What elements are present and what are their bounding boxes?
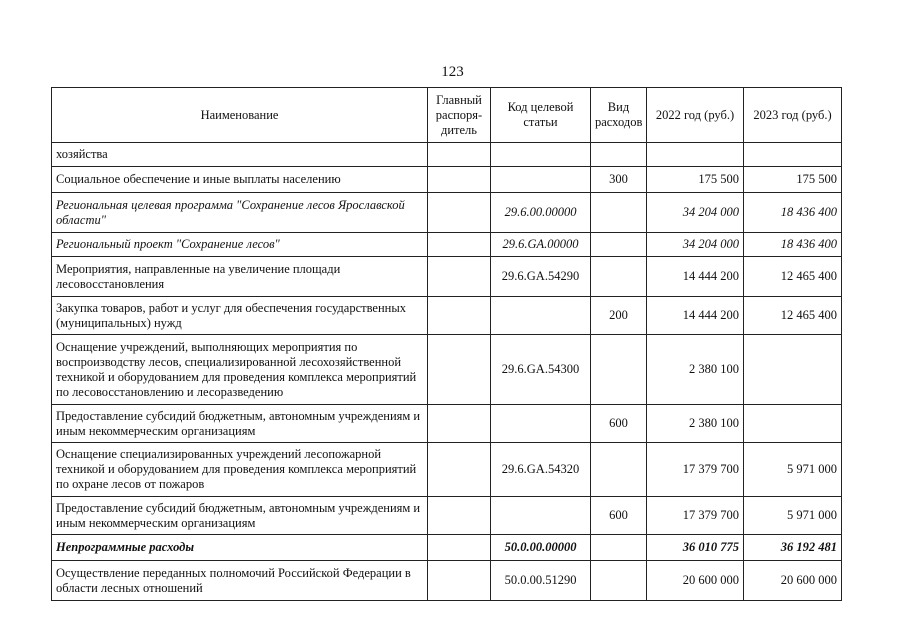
header-kod: Код целевой статьи (491, 88, 591, 143)
cell-y2023: 18 436 400 (744, 193, 842, 233)
cell-gr (428, 193, 491, 233)
cell-vid: 300 (591, 167, 647, 193)
cell-y2022 (647, 143, 744, 167)
cell-y2023: 12 465 400 (744, 257, 842, 297)
cell-gr (428, 167, 491, 193)
cell-y2022: 36 010 775 (647, 535, 744, 561)
cell-name: Социальное обеспечение и иные выплаты населению (52, 167, 428, 193)
table-row (52, 535, 842, 561)
table-body (52, 143, 842, 601)
cell-gr (428, 233, 491, 257)
cell-gr (428, 405, 491, 443)
cell-gr (428, 561, 491, 601)
cell-y2023 (744, 335, 842, 405)
table-row (52, 167, 842, 193)
cell-name: Предоставление субсидий бюджетным, автономным учреждениям и иным некоммерческим организациям (52, 405, 428, 443)
cell-vid (591, 257, 647, 297)
header-name: Наименование (52, 88, 428, 143)
cell-y2022: 17 379 700 (647, 497, 744, 535)
table-row (52, 193, 842, 233)
cell-vid (591, 335, 647, 405)
cell-y2022: 2 380 100 (647, 335, 744, 405)
table-row (52, 497, 842, 535)
table-row (52, 143, 842, 167)
cell-y2023: 18 436 400 (744, 233, 842, 257)
cell-vid (591, 535, 647, 561)
cell-y2022: 17 379 700 (647, 443, 744, 497)
cell-name: Оснащение специализированных учреждений лесопожарной техникой и оборудованием для проведения комплекса мероприятий по охране лесов от пожаров (52, 443, 428, 497)
cell-y2023 (744, 143, 842, 167)
cell-y2023: 20 600 000 (744, 561, 842, 601)
table-row (52, 405, 842, 443)
cell-y2023: 175 500 (744, 167, 842, 193)
cell-y2023: 5 971 000 (744, 443, 842, 497)
cell-y2023: 36 192 481 (744, 535, 842, 561)
table-row (52, 335, 842, 405)
cell-vid (591, 143, 647, 167)
cell-name: Региональная целевая программа "Сохранение лесов Ярославской области" (52, 193, 428, 233)
table-row (52, 443, 842, 497)
cell-name: Осуществление переданных полномочий Российской Федерации в области лесных отношений (52, 561, 428, 601)
cell-y2023: 12 465 400 (744, 297, 842, 335)
header-vid: Вид расходов (591, 88, 647, 143)
cell-y2022: 2 380 100 (647, 405, 744, 443)
cell-gr (428, 497, 491, 535)
cell-vid: 600 (591, 405, 647, 443)
cell-code: 29.6.GA.54320 (491, 443, 591, 497)
table-row (52, 561, 842, 601)
cell-vid (591, 233, 647, 257)
header-2022: 2022 год (руб.) (647, 88, 744, 143)
cell-gr (428, 535, 491, 561)
cell-name: хозяйства (52, 143, 428, 167)
cell-y2022: 14 444 200 (647, 257, 744, 297)
cell-gr (428, 257, 491, 297)
cell-code: 50.0.00.51290 (491, 561, 591, 601)
cell-name: Оснащение учреждений, выполняющих мероприятия по воспроизводству лесов, специализированной лесохозяйственной техникой и оборудованием для проведения комплекса мероприятий по лесовосстановлению и лесоразведению (52, 335, 428, 405)
cell-gr (428, 297, 491, 335)
cell-code (491, 143, 591, 167)
cell-code (491, 167, 591, 193)
budget-table (51, 87, 842, 601)
table-row (52, 297, 842, 335)
header-glavny: Главный распоря-дитель (428, 88, 491, 143)
cell-code: 29.6.GA.54290 (491, 257, 591, 297)
cell-code: 29.6.00.00000 (491, 193, 591, 233)
table-header-row (52, 88, 842, 143)
cell-code (491, 405, 591, 443)
cell-name: Предоставление субсидий бюджетным, автономным учреждениям и иным некоммерческим организациям (52, 497, 428, 535)
table-row (52, 233, 842, 257)
cell-y2023: 5 971 000 (744, 497, 842, 535)
cell-vid: 200 (591, 297, 647, 335)
cell-code (491, 297, 591, 335)
cell-vid: 600 (591, 497, 647, 535)
cell-y2022: 20 600 000 (647, 561, 744, 601)
cell-gr (428, 443, 491, 497)
cell-code: 50.0.00.00000 (491, 535, 591, 561)
cell-vid (591, 561, 647, 601)
cell-y2022: 34 204 000 (647, 233, 744, 257)
cell-y2023 (744, 405, 842, 443)
header-2023: 2023 год (руб.) (744, 88, 842, 143)
cell-name: Непрограммные расходы (52, 535, 428, 561)
cell-gr (428, 335, 491, 405)
page-number: 123 (441, 64, 464, 80)
cell-name: Закупка товаров, работ и услуг для обеспечения государственных (муниципальных) нужд (52, 297, 428, 335)
table-row (52, 257, 842, 297)
cell-vid (591, 443, 647, 497)
cell-gr (428, 143, 491, 167)
cell-y2022: 14 444 200 (647, 297, 744, 335)
cell-name: Региональный проект "Сохранение лесов" (52, 233, 428, 257)
cell-vid (591, 193, 647, 233)
cell-code (491, 497, 591, 535)
cell-y2022: 175 500 (647, 167, 744, 193)
cell-code: 29.6.GA.00000 (491, 233, 591, 257)
cell-name: Мероприятия, направленные на увеличение площади лесовосстановления (52, 257, 428, 297)
cell-code: 29.6.GA.54300 (491, 335, 591, 405)
cell-y2022: 34 204 000 (647, 193, 744, 233)
